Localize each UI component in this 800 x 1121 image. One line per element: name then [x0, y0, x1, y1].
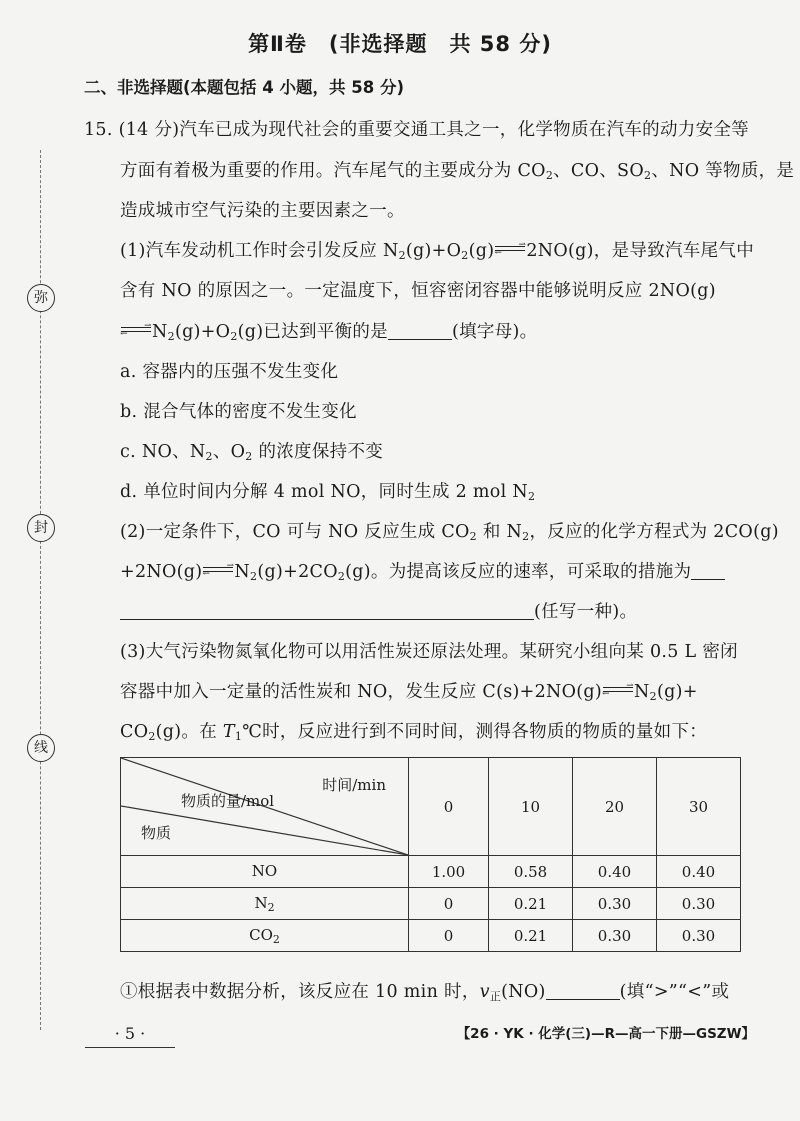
binding-mark-xian: 线: [27, 734, 55, 762]
table-header-time: 0: [409, 758, 489, 856]
table-cell: 0.30: [573, 920, 657, 952]
q15-part2-line-1: (2)一定条件下，CO 可与 NO 反应生成 $CO_2$ 和 $N_2$，反应的化学方程式为 2CO(g): [120, 522, 779, 543]
table-cell: 0.30: [656, 920, 740, 952]
q15-intro-line-1: 15. (14 分)汽车已成为现代社会的重要交通工具之一，化学物质在汽车的动力安全等: [84, 120, 749, 140]
q15-part1-line-2: 含有 NO 的原因之一。一定温度下，恒容密闭容器中能够说明反应 2NO(g): [120, 281, 716, 301]
table-cell-substance: $CO_2$: [121, 920, 409, 952]
answer-blank-2b[interactable]: [120, 601, 534, 620]
answer-blank-2a[interactable]: [691, 561, 725, 580]
binding-mark-feng: 封: [27, 514, 55, 542]
equilibrium-arrow-icon: ⇀ ↽: [602, 681, 635, 699]
q15-part1-option-c: c. NO、$N_2$、$O_2$ 的浓度保持不变: [120, 442, 384, 463]
data-table: [120, 757, 741, 952]
table-cell: 0: [409, 888, 489, 920]
answer-blank-1[interactable]: [388, 321, 452, 340]
q15-part3-line-1: (3)大气污染物氮氧化物可以用活性炭还原法处理。某研究小组向某 0.5 L 密闭: [120, 642, 738, 662]
table-header-row: [121, 758, 741, 856]
q15-part1-option-a: a. 容器内的压强不发生变化: [120, 362, 339, 382]
table-row: [121, 888, 741, 920]
header-substance-label: 物质: [141, 824, 172, 842]
table-row: [121, 856, 741, 888]
table-cell-substance: $N_2$: [121, 888, 409, 920]
table-row: [121, 920, 741, 952]
q15-sub1-line: ①根据表中数据分析，该反应在 10 min 时，$v_正(NO)$ (填“>”“<”或: [120, 982, 730, 1003]
part-heading: 二、非选择题(本题包括 4 小题，共 58 分): [84, 78, 405, 97]
table-cell-substance: NO: [121, 856, 409, 888]
table-cell: 0.21: [489, 888, 573, 920]
table-cell: 0.40: [656, 856, 740, 888]
equilibrium-arrow-icon: ⇀ ↽: [120, 321, 152, 339]
exam-code: 【26 · YK · 化学(三)—R—高一下册—GSZW】: [456, 1026, 755, 1042]
binding-mark-mi: 弥: [27, 284, 55, 312]
equilibrium-arrow-icon: ⇀ ↽: [202, 561, 235, 579]
q15-part2-line-3: (任写一种)。: [120, 598, 637, 623]
q15-part3-line-3: $CO_2(g)$。在 $T_1℃$时，反应进行到不同时间，测得各物质的物质的量如下：: [120, 722, 708, 743]
table-header-time: 10: [489, 758, 573, 856]
q15-part1-line-1: (1)汽车发动机工作时会引发反应 $N_2(g)+O_2(g)$ ⇀ ↽ 2NO(g)，是导致汽车尾气中: [120, 240, 754, 262]
table-cell: 0.30: [656, 888, 740, 920]
q15-part1-option-b: b. 混合气体的密度不发生变化: [120, 402, 357, 422]
q15-intro-line-3: 造成城市空气污染的主要因素之一。: [120, 201, 405, 221]
binding-dashed-line: [40, 150, 41, 1030]
q15-part1-line-3: ⇀ ↽ $N_2(g)+O_2(g)$已达到平衡的是 (填字母)。: [120, 321, 538, 343]
table-cell: 0.58: [489, 856, 573, 888]
answer-blank-3[interactable]: [546, 981, 620, 1000]
header-time-label: 时间/min: [322, 776, 386, 794]
header-amount-label: 物质的量/mol: [181, 792, 275, 810]
section-title: 第Ⅱ卷 (非选择题 共 58 分): [248, 32, 552, 56]
table-cell: 0: [409, 920, 489, 952]
table-cell: 0.30: [573, 888, 657, 920]
table-cell: 0.40: [573, 856, 657, 888]
q15-intro-line-2: 方面有着极为重要的作用。汽车尾气的主要成分为 $CO_2$、CO、$SO_2$、NO 等物质，是: [120, 161, 795, 182]
q15-part1-option-d: d. 单位时间内分解 4 mol NO，同时生成 2 mol $N_2$: [120, 482, 536, 503]
equilibrium-arrow-icon: ⇀ ↽: [494, 240, 527, 258]
table-header-time: 20: [573, 758, 657, 856]
table-header-time: 30: [656, 758, 740, 856]
q15-part2-line-2: +2NO(g) ⇀ ↽ $N_2(g)+2CO_2(g)$。为提高该反应的速率，可采取的措施为: [120, 558, 725, 583]
q15-part3-line-2: 容器中加入一定量的活性炭和 NO，发生反应 C(s)+2NO(g) ⇀ ↽ $N_2(g)+$: [120, 681, 698, 703]
page-number: · 5 ·: [85, 1024, 175, 1048]
table-header-corner: [121, 758, 409, 856]
table-cell: 0.21: [489, 920, 573, 952]
table-cell: 1.00: [409, 856, 489, 888]
